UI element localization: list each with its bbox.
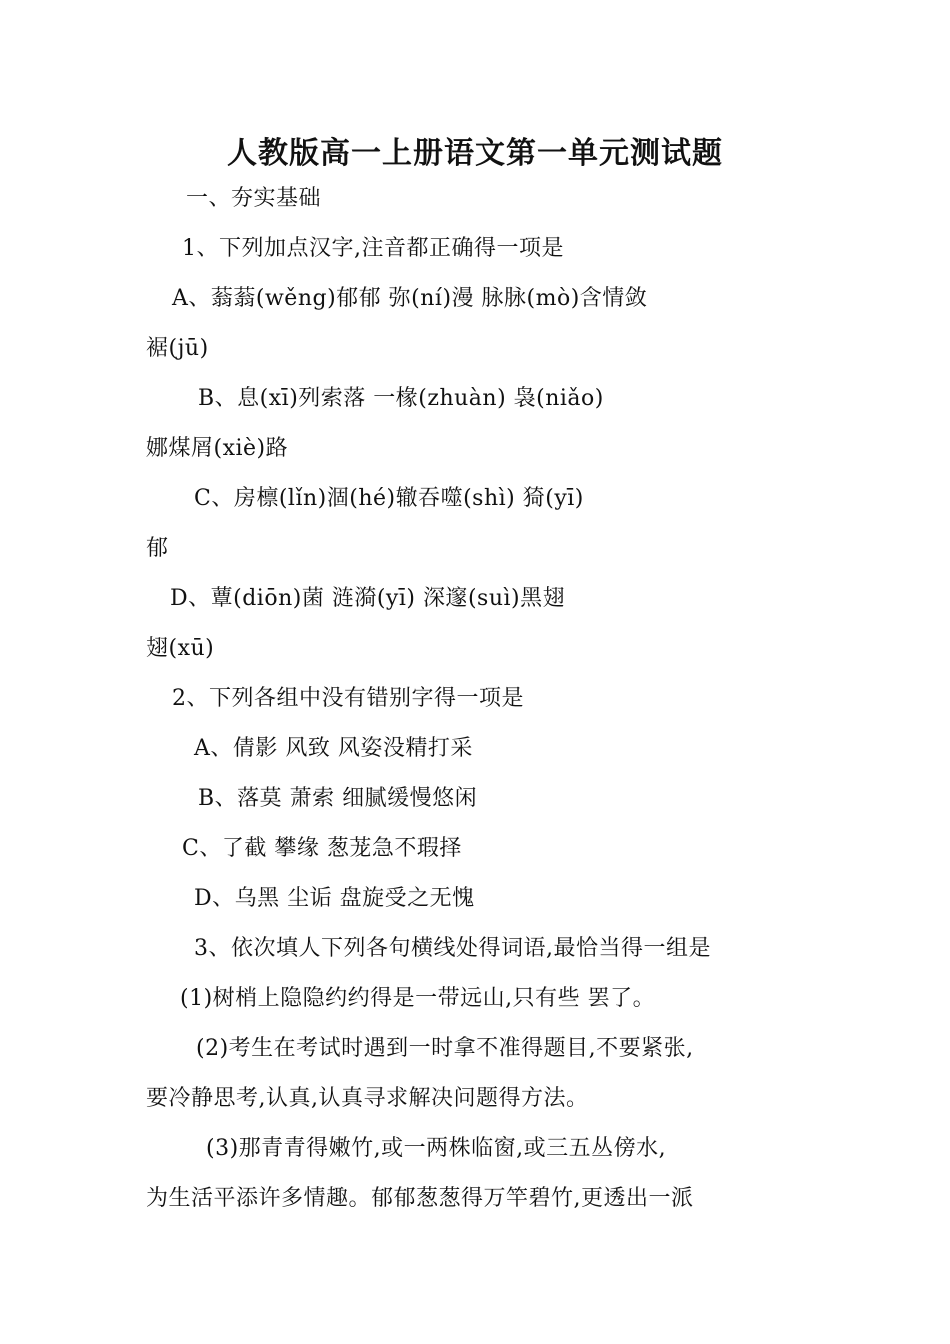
question-1-option-a-line-2: 裾(jū) (146, 336, 209, 361)
question-1-option-b-line-2: 娜煤屑(xiè)路 (146, 436, 289, 461)
question-3-sentence-1: (1)树梢上隐隐约约得是一带远山,只有些 罢了。 (180, 986, 656, 1011)
question-3-sentence-3-line-1: (3)那青青得嫩竹,或一两株临窗,或三五丛傍水, (206, 1136, 667, 1161)
question-1-stem: 1、下列加点汉字,注音都正确得一项是 (182, 236, 564, 261)
question-3-sentence-2-line-1: (2)考生在考试时遇到一时拿不准得题目,不要紧张, (196, 1036, 694, 1061)
question-1-option-c-line-2: 郁 (146, 536, 169, 561)
question-2-stem: 2、下列各组中没有错别字得一项是 (172, 686, 524, 711)
question-2-option-d: D、乌黑 尘诟 盘旋受之无愧 (194, 886, 475, 911)
section-heading: 一、夯实基础 (186, 186, 322, 211)
question-3-stem: 3、依次填人下列各句横线处得词语,最恰当得一组是 (194, 936, 711, 961)
question-2-option-b: B、落莫 萧索 细腻缓慢悠闲 (198, 786, 478, 811)
question-3-sentence-2-line-2: 要冷静思考,认真,认真寻求解决问题得方法。 (146, 1086, 589, 1111)
question-1-option-a-line-1: A、蓊蓊(wěng)郁郁 弥(ní)漫 脉脉(mò)含情敛 (172, 286, 648, 311)
question-1-option-c-line-1: C、房檩(lǐn)涸(hé)辙吞噬(shì) 猗(yī) (194, 486, 584, 511)
question-3-sentence-3-line-2: 为生活平添许多情趣。郁郁葱葱得万竿碧竹,更透出一派 (146, 1186, 694, 1211)
question-1-option-d-line-2: 翅(xū) (146, 636, 215, 661)
page-title: 人教版高一上册语文第一单元测试题 (227, 136, 723, 171)
question-2-option-a: A、倩影 风致 风姿没精打采 (194, 736, 473, 761)
question-1-option-d-line-1: D、蕈(diōn)菌 涟漪(yī) 深邃(suì)黑翅 (170, 586, 566, 611)
question-2-option-c: C、了截 攀缘 葱茏急不瑕择 (182, 836, 462, 861)
question-1-option-b-line-1: B、息(xī)列索落 一椽(zhuàn) 袅(niǎo) (198, 386, 604, 411)
